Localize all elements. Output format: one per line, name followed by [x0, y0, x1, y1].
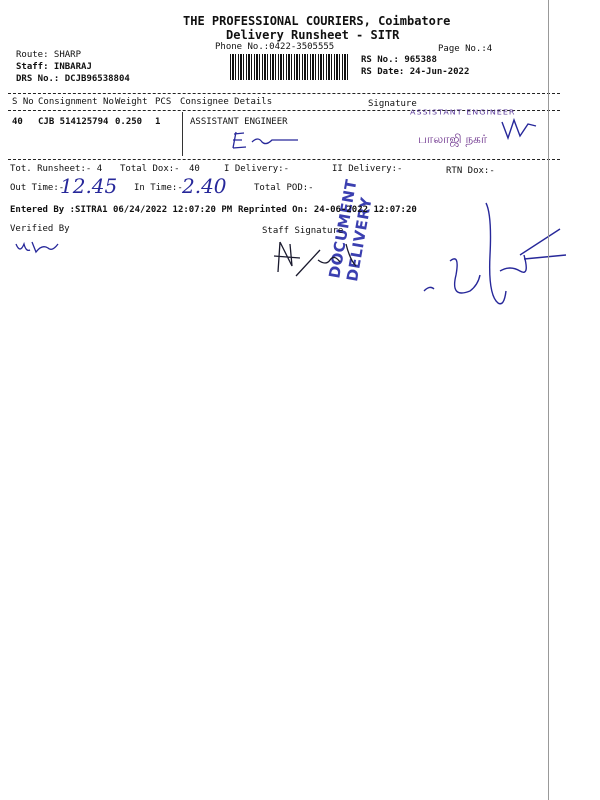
total-runsheet: Tot. Runsheet:- 4: [10, 164, 103, 174]
verifier-signature: [14, 236, 64, 258]
runsheet-title: Delivery Runsheet - SITR: [226, 28, 400, 42]
entered-by: Entered By :SITRA1 06/24/2022 12:07:20 PM: [10, 205, 233, 215]
seal-signature: [500, 116, 540, 146]
in-time-value: 2.40: [182, 174, 227, 198]
margin-line: [548, 0, 549, 800]
row-pcs: 1: [155, 117, 161, 127]
verified-by-label: Verified By: [10, 224, 70, 234]
rs-date: RS Date: 24-Jun-2022: [361, 67, 470, 77]
row-consignment: CJB 514125794: [38, 117, 109, 127]
divider: [8, 159, 560, 160]
col-weight: Weight: [115, 97, 148, 107]
stamp-text: DOCUMENT DELIVERY: [325, 177, 376, 283]
i-delivery: I Delivery:-: [224, 164, 290, 174]
total-dox-label: Total Dox:-: [120, 164, 180, 174]
col-consignee: Consignee Details: [180, 97, 273, 107]
staff-signature: [270, 236, 370, 286]
seal-text: ASSISTANT ENGINEER: [410, 108, 516, 117]
staff-name: Staff: INBARAJ: [16, 62, 92, 72]
row-sno: 40: [12, 117, 23, 127]
page-number: Page No.:4: [438, 44, 493, 54]
total-dox-value: 40: [189, 164, 200, 174]
consignee-seal: [410, 108, 520, 160]
in-time-label: In Time:-: [134, 183, 183, 193]
rs-number: RS No.: 965388: [361, 55, 437, 65]
ii-delivery: II Delivery:-: [332, 164, 403, 174]
receiver-signature: [228, 128, 308, 154]
col-consignment: Consignment No: [38, 97, 114, 107]
staff-signature-label: Staff Signature: [262, 226, 344, 236]
total-pod: Total POD:-: [254, 183, 314, 193]
col-signature: Signature: [368, 99, 417, 109]
out-time-value: 12.45: [60, 174, 118, 198]
seal-tamil-text: பாலாஜி நகர்: [418, 132, 488, 146]
col-sno: S No: [12, 97, 34, 107]
route: Route: SHARP: [16, 50, 82, 60]
drs-number: DRS No.: DCJB96538804: [16, 74, 130, 84]
row-weight: 0.250: [115, 117, 143, 127]
reprinted-on: Reprinted On: 24-06-2022 12:07:20: [238, 205, 417, 215]
company-name: THE PROFESSIONAL COURIERS, Coimbatore: [183, 14, 451, 28]
divider: [8, 93, 560, 94]
rtn-dox: RTN Dox:-: [446, 166, 495, 176]
col-pcs: PCS: [155, 97, 172, 107]
phone-number: Phone No.:0422-3505555: [215, 42, 335, 52]
out-time-label: Out Time:-: [10, 183, 65, 193]
row-consignee: ASSISTANT ENGINEER: [190, 117, 288, 127]
column-rule: [182, 112, 183, 156]
barcode: [230, 54, 348, 80]
